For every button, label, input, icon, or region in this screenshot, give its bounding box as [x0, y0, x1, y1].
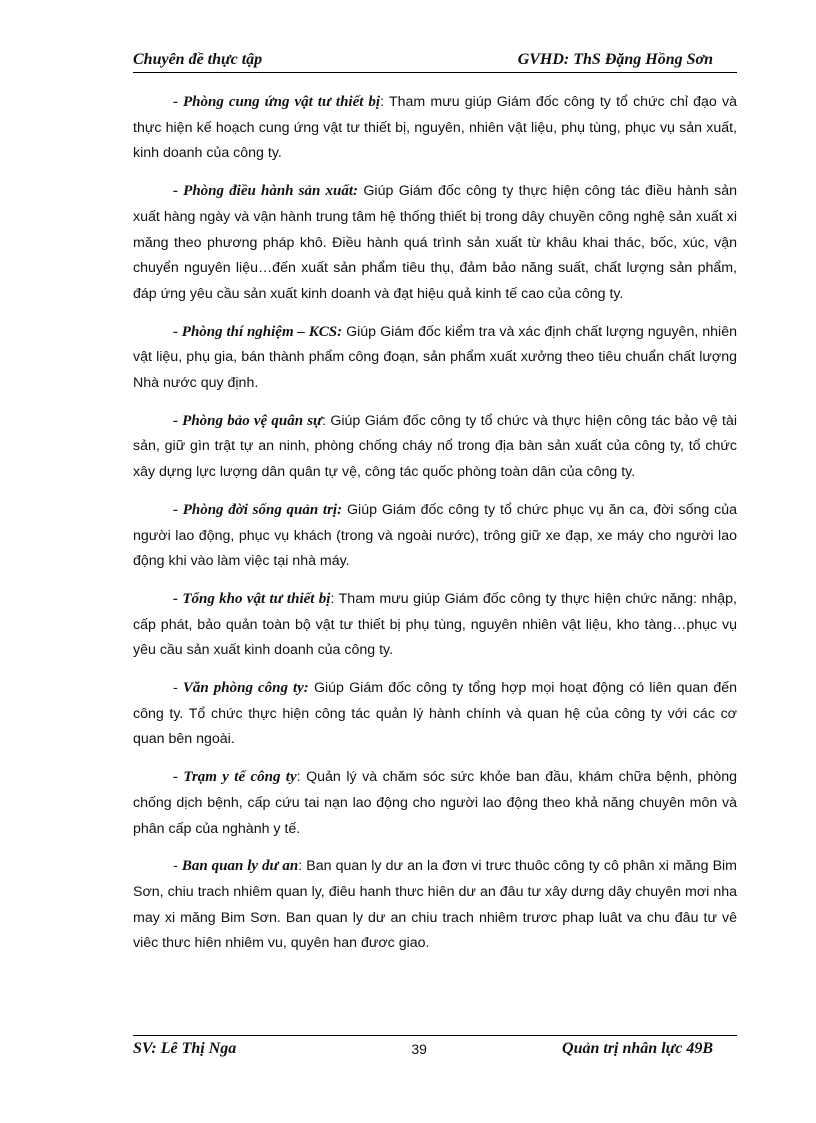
paragraph-text: : Tham mưu giúp Giám đốc công ty tổ chức chỉ đạo và thực hiện kế hoạch cung ứng vật tư thiết bị, nguyên, nhiên vật liệu, phụ tùng, phục vụ sản xuất, kinh doanh của công ty. — [133, 94, 737, 162]
paragraph-text: Giúp Giám đốc kiểm tra và xác định chất lượng nguyên, nhiên vật liệu, phụ gia, bán thành phẩm công đoạn, sản phẩm xuất xưởng theo tiêu chuẩn chất lượng Nhà nước quy định. — [133, 323, 737, 392]
header-supervisor: GVHD: ThS Đặng Hồng Sơn — [517, 51, 713, 68]
paragraph-phong-dieu-hanh — [133, 179, 737, 308]
page-number: 39 — [411, 1041, 427, 1057]
footer-class: Quản trị nhân lực 49B — [562, 1040, 713, 1057]
paragraph-text: Giúp Giám đốc công ty thực hiện công tác điều hành sản xuất hàng ngày và vận hành trung tâm hệ thống thiết bị trong dây chuyền công nghệ sản xuất xi măng theo phương pháp khô. Điều hành quá trình sản xuất từ khâu khai thác, bốc, xúc, vận chuyển nguyên liệu…đến xuất sản phẩm tiêu thụ, đảm bảo năng suất, chất lượng sản phẩm, đáp ứng yêu cầu sản xuất kinh doanh và đạt hiệu quả kinh tế cao của công ty. — [133, 183, 737, 302]
paragraph-heading: - Phòng cung ứng vật tư thiết bị — [173, 94, 381, 110]
paragraph-text: : Giúp Giám đốc công ty tổ chức và thực hiện công tác bảo vệ tài sản, giữ gìn trật tự an ninh, phòng chống cháy nổ trong địa bàn sản xuất của công ty, tổ chức xây dựng lực lượng dân quân tự vệ, công tác quốc phòng toàn dân của công ty. — [133, 412, 737, 481]
paragraph-tong-kho — [133, 587, 737, 664]
paragraph-dash: - — [173, 680, 183, 697]
header-doc-title: Chuyên đề thực tập — [133, 51, 263, 68]
paragraph-heading: Ban quan ly dư an — [181, 858, 299, 875]
paragraph-phong-doi-song — [133, 498, 737, 575]
paragraph-heading: - Tổng kho vật tư thiết bị — [173, 590, 331, 607]
paragraph-text: Giúp Giám đốc công ty tổng hợp mọi hoạt động có liên quan đến công ty. Tổ chức thực hiện công tác quản lý hành chính và quan hệ của công ty với các cơ quan bên ngoài. — [133, 680, 738, 748]
paragraph-phong-cung-ung — [133, 90, 737, 167]
paragraph-dash: - — [173, 858, 182, 875]
paragraph-text: : Quản lý và chăm sóc sức khỏe ban đầu, khám chữa bệnh, phòng chống dịch bệnh, cấp cứu tai nạn lao động cho người lao động theo khả năng chuyên môn và phân cấp của nghành y tế. — [133, 769, 737, 837]
paragraph-ban-quan-ly — [133, 854, 737, 957]
paragraph-phong-thi-nghiem — [133, 320, 737, 397]
paragraph-heading: - Phòng thí nghiệm – KCS: — [173, 323, 343, 340]
paragraph-text: Giúp Giám đốc công ty tổ chức phục vụ ăn ca, đời sống của người lao động, phục vụ khách (trong và ngoài nước), trông giữ xe đạp, xe máy cho người lao động khi vào làm việc tại nhà máy. — [133, 501, 738, 570]
paragraph-phong-bao-ve — [133, 409, 737, 486]
paragraph-van-phong — [133, 676, 737, 753]
paragraph-tram-y-te — [133, 765, 737, 842]
paragraph-text: : Ban quan ly dư an la đơn vi trưc thuôc công ty cô phân xi măng Bim Sơn, chiu trach nhiêm quan ly, điêu hanh thưc hiên dư an đâu tư xây dưng dây chuyên mơi nha may xi măng Bim Sơn. Ban quan ly dư an chiu trach nhiêm trươc phap luât va chu đâu tư vê viêc thưc hiên nhiêm vu, quyên han đươc giao. — [133, 858, 737, 952]
paragraph-heading: - Trạm y tế công ty — [173, 769, 297, 786]
paragraph-heading: - Phòng điều hành sản xuất: — [173, 183, 359, 200]
paragraph-text: : Tham mưu giúp Giám đốc công ty thực hiện chức năng: nhập, cấp phát, bảo quản toàn bộ vật tư thiết bị phụ tùng, nguyên nhiên vật liệu, kho tàng…phục vụ yêu cầu sản xuất kinh doanh của công ty. — [133, 590, 737, 659]
page-header — [133, 48, 737, 73]
paragraph-heading: - Phòng đời sống quản trị: — [173, 501, 343, 518]
footer-student: SV: Lê Thị Nga — [133, 1040, 237, 1057]
page-body — [133, 90, 737, 969]
paragraph-heading: Văn phòng công ty: — [182, 680, 309, 697]
page-footer — [133, 1035, 737, 1062]
paragraph-heading: - Phòng bảo vệ quân sự — [173, 412, 323, 429]
